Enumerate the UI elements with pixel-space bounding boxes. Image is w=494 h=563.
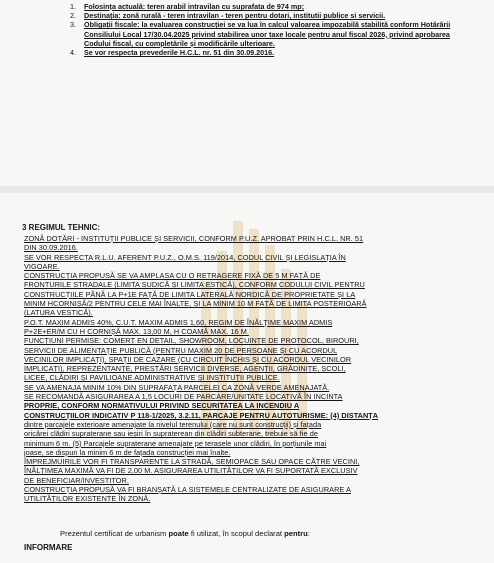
text-line: FUNCȚIUNI PERMISE: COMERȚ EN DETAIL, SHOWROOM, LOCUINȚE DE PROTOCOL, BIROURI, xyxy=(24,336,359,346)
text-line: (LATURA VESTICĂ). xyxy=(24,308,93,318)
text-line: CONSTRUCȚIA PROPUSĂ SE VA AMPLASA CU O RETRAGERE FIXĂ DE 5 M FAȚĂ DE xyxy=(24,271,321,281)
list-item xyxy=(70,48,475,57)
text-line: joase, se dispun la minim 6 m de fațada construcției mai înalte. xyxy=(24,447,231,457)
list-item-number: 4. xyxy=(70,48,76,58)
text-line: minimum 6 m. (5) Parcajele supraterane amenajate pe terasele unor clădiri, în porțiunile mai xyxy=(24,438,327,448)
text-line: P+2E+ER/M CU H CORNIȘĂ MAX. 13,00 M, H COAMĂ MAX. 16 M. xyxy=(24,326,249,336)
text-line: ZONĂ DOTĂRI - INSTITUȚII PUBLICE ȘI SERVICII, CONFORM P.U.Z. APROBAT PRIN H.C.L. NR. 51 xyxy=(24,234,364,243)
section-heading: 3 REGIMUL TEHNIC: xyxy=(22,223,101,232)
text-line: DIN 30.09.2016. xyxy=(24,243,78,253)
text-line: P.O.T. MAXIM ADMIS 40%, C.U.T. MAXIM ADMIS 1,60, REGIM DE ÎNĂLȚIME MAXIM ADMIS xyxy=(24,317,333,327)
list-item-number: 1. xyxy=(70,2,76,11)
text-line: ÎNĂLȚIMEA MAXIMĂ VA FI DE 2,00 M. ASIGURAREA UTILITĂȚILOR VA FI SUPORTATĂ EXCLUSIV xyxy=(24,466,358,476)
text-line: UTILITĂȚILOR EXISTENTE ÎN ZONĂ. xyxy=(24,494,151,504)
list-item-text: Destinația: zonă rurală - teren intravilan - teren pentru dotari, institutii publice si servicii. xyxy=(84,11,386,21)
usage-prefix: Prezentul certificat de urbanism xyxy=(60,529,169,538)
text-line: MINIM HCORNIȘĂ/2 PENTRU CELE MAI ÎNALTE, ȘI LA MINIM 10 M FAȚĂ DE LIMITA POSTERIOARĂ xyxy=(24,299,367,309)
list-item-number: 3. xyxy=(70,20,76,30)
usage-emph2: pentru xyxy=(284,529,308,538)
list-item xyxy=(70,20,475,48)
text-line: CONSTRUCȚIA PROPUSĂ VA FI BRANȘATĂ LA SISTEMELE CENTRALIZATE DE ASIGURARE A xyxy=(24,485,351,495)
usage-suffix: : xyxy=(307,529,310,538)
text-line: VECINILOR IMPLICAȚI), SPAȚII DE CAZARE (CU CIRCUIT ÎNCHIS ȘI CU ACORDUL VECINILOR xyxy=(24,354,352,364)
text-line: IMPLICAȚI), REPREZENTANȚE, PRESTĂRI SERVICII DIVERSE, AGENȚII, GRĂDINIȚE, ȘCOLI, xyxy=(24,364,346,374)
text-line: SE VA AMENAJA MINIM 10% DIN SUPRAFAȚA PARCELEI CA ZONĂ VERDE AMENAJATĂ. xyxy=(24,382,330,392)
technical-regime-text xyxy=(24,234,469,504)
certificate-purpose: INFORMARE xyxy=(24,543,73,552)
text-line: FRONTURILE STRADALE (LIMITA SUDICĂ ȘI LIMITA ESTICĂ), CONFORM CODULUI CIVIL PENTRU xyxy=(24,280,365,290)
list-item xyxy=(70,11,475,20)
text-line: CONSTRUCȚIILE PÂNĂ LA P+1E FAȚĂ DE LIMITA LATERALĂ NORDICĂ DE PROPRIETATE ȘI LA xyxy=(24,289,356,299)
text-line: DE BENEFICIAR/INVESTITOR. xyxy=(24,475,129,485)
text-line: oricărei clădiri supraterane sau ieșiri în supraterean din clădiri subterane, trebuie să fie de xyxy=(24,429,318,439)
document-page-top xyxy=(0,0,494,186)
text-line: PROPRIE, CONFORM NORMATIVULUI PRIVIND SECURITATEA LA INCENDIU A xyxy=(24,401,300,411)
certificate-usage-statement xyxy=(60,529,310,538)
text-line: SE VOR RESPECTA R.L.U. AFERENT P.U.Z., O.M.S. 119/2014, CODUL CIVIL ȘI LEGISLAȚIA ÎN xyxy=(24,252,346,262)
text-line: ÎMPREJMUIRILE VOR FI TRANSPARENTE LA STRADĂ, SEMIOPACE SAU OPACE CĂTRE VECINI, xyxy=(24,457,360,467)
fiscal-info-list xyxy=(70,2,475,57)
list-item-number: 2. xyxy=(70,11,76,21)
usage-emph: poate xyxy=(168,529,189,538)
text-line: VIGOARE. xyxy=(24,261,60,271)
list-item-text: Obligații fiscale: la evaluarea construcţiei se va lua în calcul valoarea impozabilă stabilită conform Hotărârii Consiliului Local 17/30.04.2025 privind stabilirea unor taxe locale pentru anul fiscal 2026, privind aprobarea Codului fiscal, cu completările și modificările ulterioare. xyxy=(84,20,451,48)
list-item xyxy=(70,2,475,11)
text-line: dintre parcajele exterioare amenajate la nivelul terenului (care nu sunt construcții) și fațada xyxy=(24,419,322,429)
document-page-bottom xyxy=(0,193,494,563)
list-item-text: Folosința actuală: teren arabil intravilan cu suprafata de 974 mp; xyxy=(84,2,305,11)
list-item-text: Se vor respecta prevederile H.C.L. nr. 51 din 30.09.2016. xyxy=(84,48,275,58)
text-line: SE RECOMANDĂ ASIGURAREA A 1,5 LOCURI DE PARCARE/UNITATE LOCATIVĂ ÎN INCINTA xyxy=(24,392,343,402)
text-line: CONSTRUCȚIILOR INDICATIV P 118-1/2025, 3.2.11, PARCAJE PENTRU AUTOTURISME: (4) DISTANȚA xyxy=(24,410,379,420)
usage-middle: fi utilizat, în scopul declarat xyxy=(188,529,285,538)
text-line: LICEE, CLĂDIRI ȘI PAVILIOANE ADMINISTRATIVE ȘI INSTITUȚII PUBLICE. xyxy=(24,373,280,383)
text-line: SERVICII DE ALIMENTAȚIE PUBLICĂ (PENTRU MAXIM 20 DE PERSOANE ȘI CU ACORDUL xyxy=(24,345,338,355)
